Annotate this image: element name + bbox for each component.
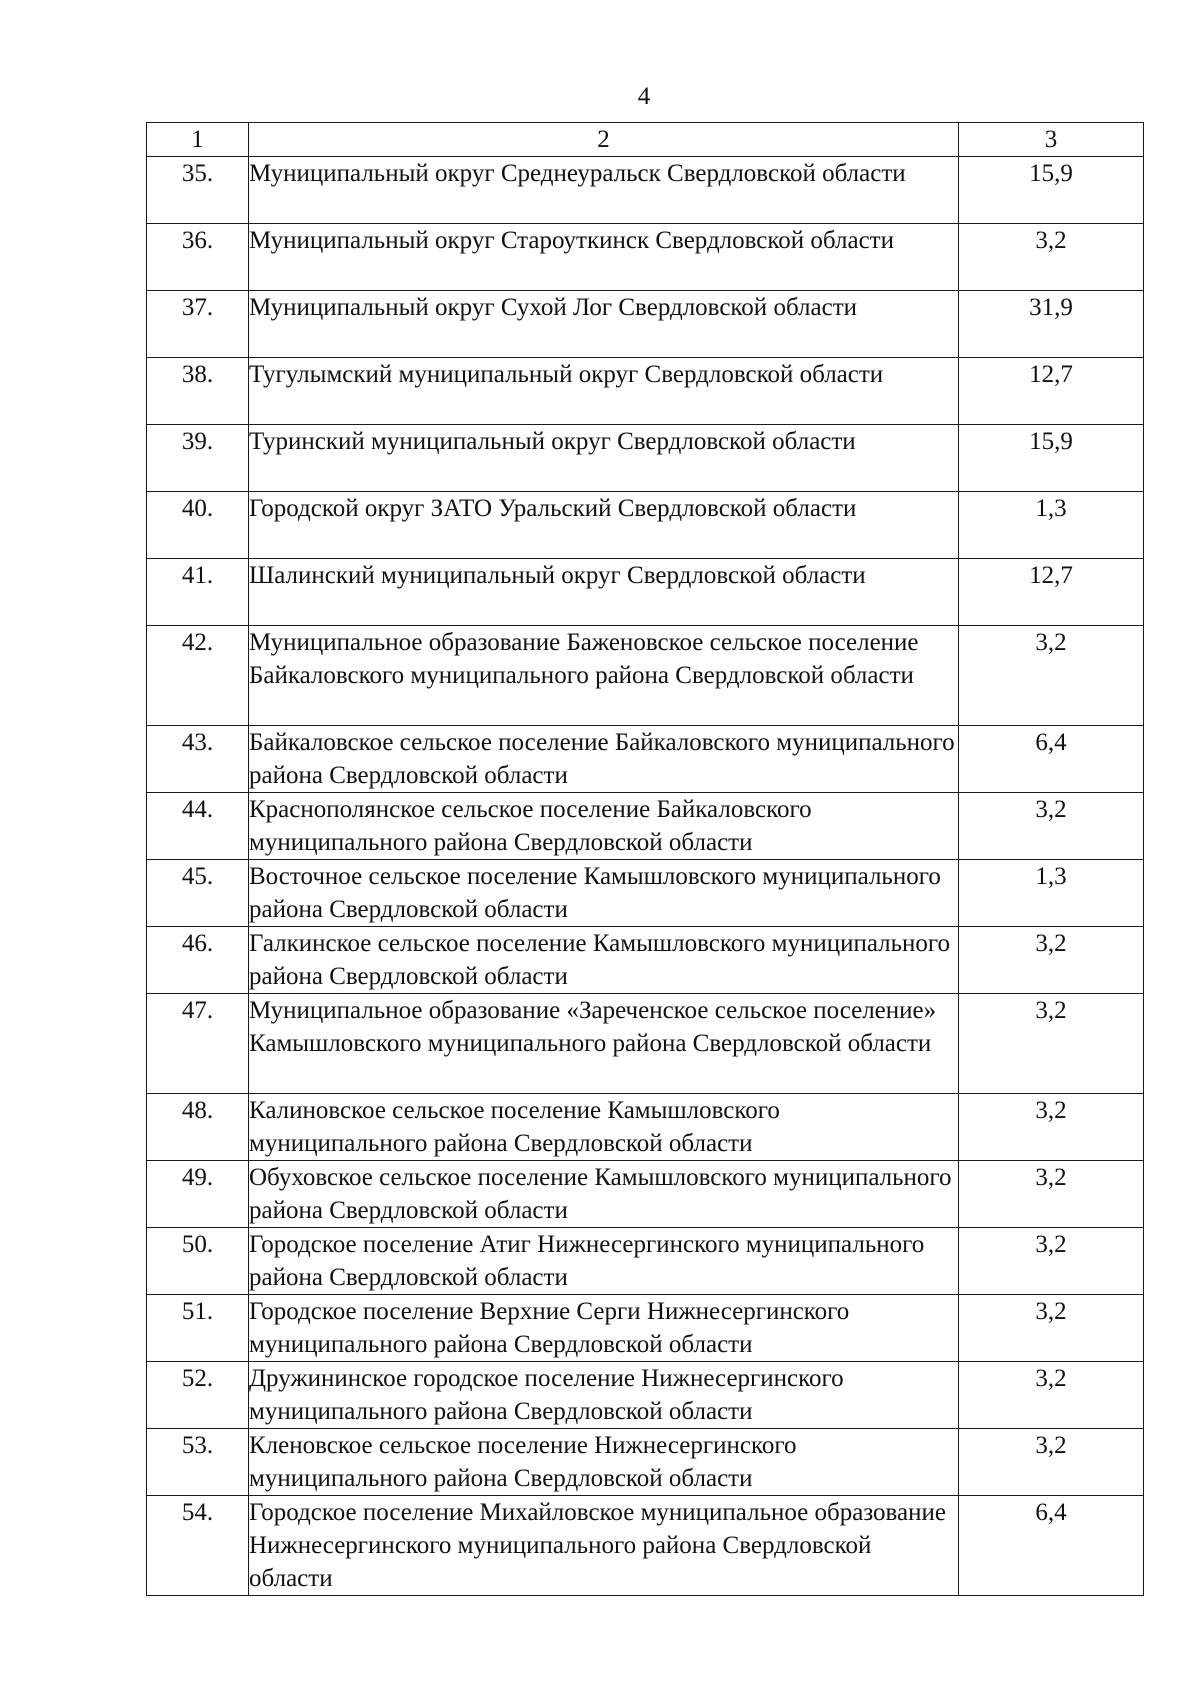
table-row bbox=[147, 793, 1144, 860]
row-value: 3,2 bbox=[959, 224, 1144, 291]
municipality-name: Муниципальное образование Баженовское сельское поселение Байкаловского муниципального района Свердловской области bbox=[249, 626, 959, 726]
table-row bbox=[147, 1094, 1144, 1161]
row-value: 3,2 bbox=[959, 1161, 1144, 1228]
column-header-name: 2 bbox=[249, 123, 959, 157]
row-number: 37. bbox=[147, 291, 249, 358]
row-value: 3,2 bbox=[959, 1228, 1144, 1295]
municipality-name: Муниципальное образование «Зареченское сельское поселение» Камышловского муниципального района Свердловской области bbox=[249, 994, 959, 1094]
table-header-row bbox=[147, 123, 1144, 157]
table-row bbox=[147, 726, 1144, 793]
row-value: 12,7 bbox=[959, 559, 1144, 626]
municipality-name: Кленовское сельское поселение Нижнесергинского муниципального района Свердловской области bbox=[249, 1429, 959, 1496]
table-row bbox=[147, 1362, 1144, 1429]
municipality-name: Тугулымский муниципальный округ Свердловской области bbox=[249, 358, 959, 425]
row-value: 3,2 bbox=[959, 994, 1144, 1094]
municipality-name: Городское поселение Атиг Нижнесергинского муниципального района Свердловской области bbox=[249, 1228, 959, 1295]
row-number: 42. bbox=[147, 626, 249, 726]
municipality-name: Байкаловское сельское поселение Байкаловского муниципального района Свердловской области bbox=[249, 726, 959, 793]
municipality-name: Дружининское городское поселение Нижнесергинского муниципального района Свердловской области bbox=[249, 1362, 959, 1429]
municipality-name: Туринский муниципальный округ Свердловской области bbox=[249, 425, 959, 492]
row-number: 51. bbox=[147, 1295, 249, 1362]
row-value: 6,4 bbox=[959, 726, 1144, 793]
table-row bbox=[147, 559, 1144, 626]
data-table bbox=[146, 122, 1144, 1596]
row-value: 1,3 bbox=[959, 860, 1144, 927]
table-row bbox=[147, 1228, 1144, 1295]
municipality-name: Городское поселение Михайловское муниципальное образование Нижнесергинского муниципального района Свердловской области bbox=[249, 1496, 959, 1596]
row-number: 39. bbox=[147, 425, 249, 492]
municipality-name: Восточное сельское поселение Камышловского муниципального района Свердловской области bbox=[249, 860, 959, 927]
page-number: 4 bbox=[637, 83, 651, 110]
table-row bbox=[147, 927, 1144, 994]
row-number: 41. bbox=[147, 559, 249, 626]
table-row bbox=[147, 358, 1144, 425]
row-value: 12,7 bbox=[959, 358, 1144, 425]
column-header-number: 1 bbox=[147, 123, 249, 157]
municipality-name: Городское поселение Верхние Серги Нижнесергинского муниципального района Свердловской области bbox=[249, 1295, 959, 1362]
row-number: 36. bbox=[147, 224, 249, 291]
row-value: 3,2 bbox=[959, 1429, 1144, 1496]
row-value: 3,2 bbox=[959, 927, 1144, 994]
row-value: 31,9 bbox=[959, 291, 1144, 358]
row-number: 45. bbox=[147, 860, 249, 927]
table-row bbox=[147, 860, 1144, 927]
municipality-name: Краснополянское сельское поселение Байкаловского муниципального района Свердловской области bbox=[249, 793, 959, 860]
table-row bbox=[147, 1429, 1144, 1496]
row-value: 1,3 bbox=[959, 492, 1144, 559]
row-number: 47. bbox=[147, 994, 249, 1094]
municipality-name: Муниципальный округ Сухой Лог Свердловской области bbox=[249, 291, 959, 358]
row-number: 43. bbox=[147, 726, 249, 793]
municipality-name: Муниципальный округ Среднеуральск Свердловской области bbox=[249, 157, 959, 224]
table-row bbox=[147, 291, 1144, 358]
table-row bbox=[147, 1496, 1144, 1596]
municipality-name: Городской округ ЗАТО Уральский Свердловской области bbox=[249, 492, 959, 559]
table-row bbox=[147, 492, 1144, 559]
row-value: 3,2 bbox=[959, 1094, 1144, 1161]
row-number: 49. bbox=[147, 1161, 249, 1228]
row-number: 40. bbox=[147, 492, 249, 559]
municipality-name: Обуховское сельское поселение Камышловского муниципального района Свердловской области bbox=[249, 1161, 959, 1228]
municipality-name: Шалинский муниципальный округ Свердловской области bbox=[249, 559, 959, 626]
column-header-value: 3 bbox=[959, 123, 1144, 157]
row-number: 48. bbox=[147, 1094, 249, 1161]
row-value: 3,2 bbox=[959, 1362, 1144, 1429]
row-number: 54. bbox=[147, 1496, 249, 1596]
municipality-name: Калиновское сельское поселение Камышловского муниципального района Свердловской области bbox=[249, 1094, 959, 1161]
row-value: 6,4 bbox=[959, 1496, 1144, 1596]
row-number: 38. bbox=[147, 358, 249, 425]
table-row bbox=[147, 224, 1144, 291]
row-number: 52. bbox=[147, 1362, 249, 1429]
table-row bbox=[147, 1295, 1144, 1362]
municipality-name: Галкинское сельское поселение Камышловского муниципального района Свердловской области bbox=[249, 927, 959, 994]
row-number: 46. bbox=[147, 927, 249, 994]
table-row bbox=[147, 157, 1144, 224]
row-number: 50. bbox=[147, 1228, 249, 1295]
row-value: 3,2 bbox=[959, 626, 1144, 726]
row-number: 53. bbox=[147, 1429, 249, 1496]
row-number: 44. bbox=[147, 793, 249, 860]
municipality-name: Муниципальный округ Староуткинск Свердловской области bbox=[249, 224, 959, 291]
row-value: 15,9 bbox=[959, 425, 1144, 492]
table-row bbox=[147, 425, 1144, 492]
table-row bbox=[147, 994, 1144, 1094]
row-value: 3,2 bbox=[959, 1295, 1144, 1362]
row-value: 3,2 bbox=[959, 793, 1144, 860]
table-row bbox=[147, 1161, 1144, 1228]
row-number: 35. bbox=[147, 157, 249, 224]
table-row bbox=[147, 626, 1144, 726]
row-value: 15,9 bbox=[959, 157, 1144, 224]
table-body bbox=[147, 157, 1144, 1596]
